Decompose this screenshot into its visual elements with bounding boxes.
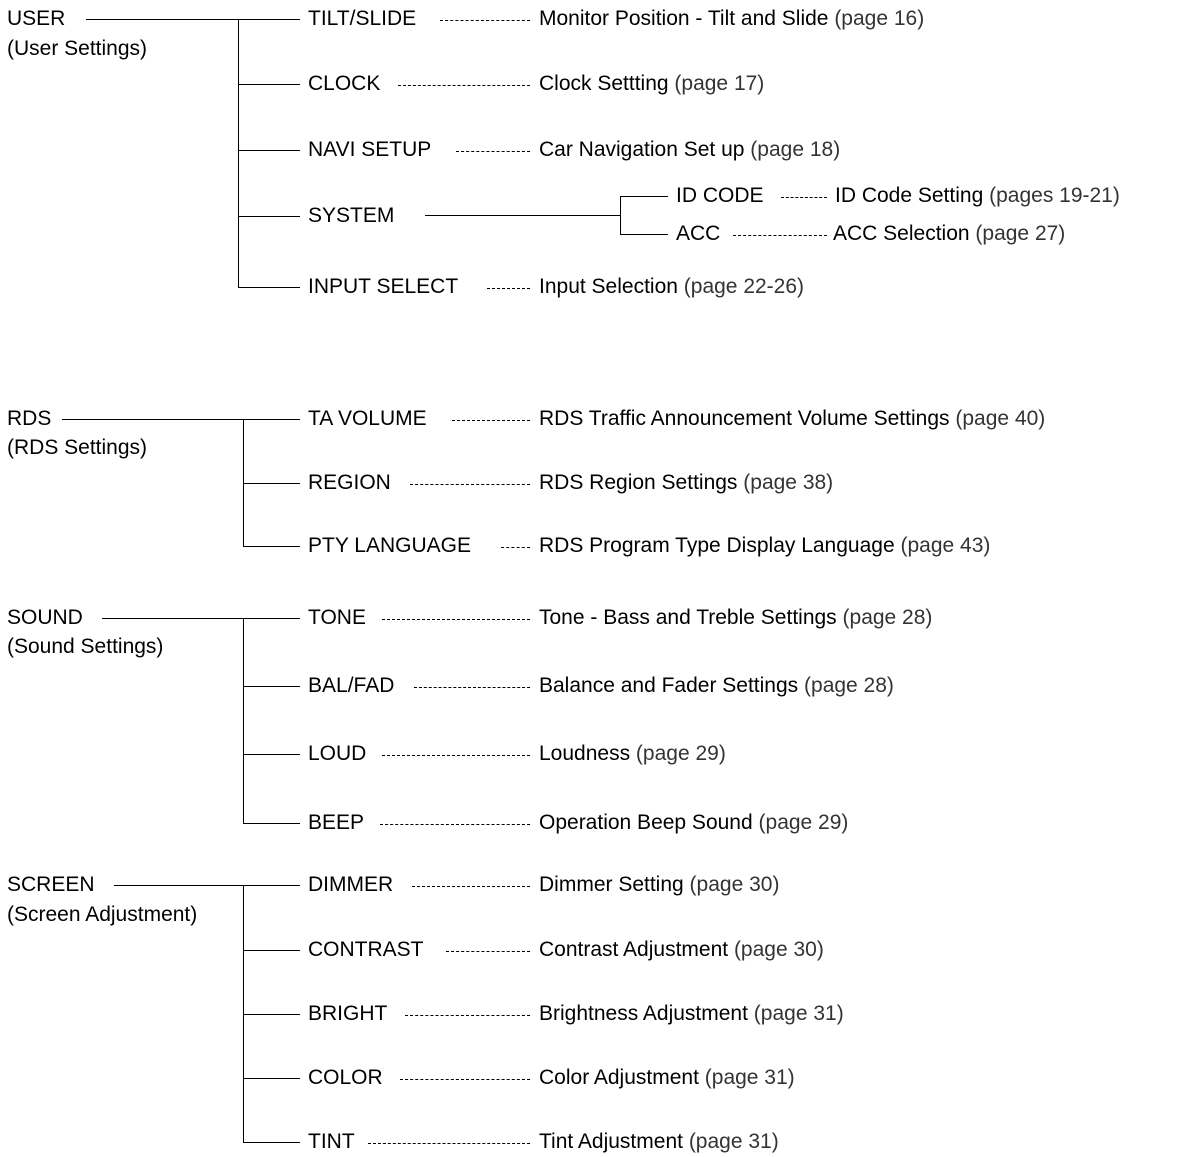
item-description: Tint Adjustment (page 31) bbox=[539, 1130, 779, 1153]
menu-item-dimmer: DIMMER bbox=[308, 873, 394, 896]
connector-line bbox=[243, 823, 300, 824]
item-description: Monitor Position - Tilt and Slide (page 16) bbox=[539, 7, 925, 30]
menu-item-navi-setup: NAVI SETUP bbox=[308, 138, 432, 161]
group-subtitle-user: (User Settings) bbox=[7, 37, 148, 60]
leader-dots bbox=[382, 619, 530, 620]
connector-line bbox=[243, 546, 300, 547]
connector-line bbox=[243, 754, 300, 755]
connector-line bbox=[62, 419, 244, 420]
connector-line bbox=[238, 150, 300, 151]
group-subtitle-screen: (Screen Adjustment) bbox=[7, 903, 198, 926]
connector-line bbox=[243, 885, 300, 886]
menu-item-bal-fad: BAL/FAD bbox=[308, 674, 395, 697]
leader-dots bbox=[501, 547, 530, 548]
menu-item-beep: BEEP bbox=[308, 811, 365, 834]
menu-item-id-code: ID CODE bbox=[676, 184, 764, 207]
menu-item-clock: CLOCK bbox=[308, 72, 381, 95]
leader-dots bbox=[368, 1143, 530, 1144]
leader-dots bbox=[398, 85, 530, 86]
menu-item-region: REGION bbox=[308, 471, 391, 494]
connector-line bbox=[238, 216, 300, 217]
leader-dots bbox=[487, 288, 530, 289]
menu-item-bright: BRIGHT bbox=[308, 1002, 388, 1025]
group-name-sound: SOUND bbox=[7, 606, 83, 629]
item-description: RDS Region Settings (page 38) bbox=[539, 471, 834, 494]
item-description: ACC Selection (page 27) bbox=[833, 222, 1066, 245]
connector-line bbox=[243, 483, 300, 484]
menu-item-tint: TINT bbox=[308, 1130, 355, 1153]
connector-line bbox=[243, 1014, 300, 1015]
menu-item-pty-language: PTY LANGUAGE bbox=[308, 534, 471, 557]
leader-dots bbox=[380, 824, 530, 825]
connector-line bbox=[620, 196, 668, 197]
item-description: RDS Traffic Announcement Volume Settings (page 40) bbox=[539, 407, 1046, 430]
item-description: Input Selection (page 22-26) bbox=[539, 275, 805, 298]
menu-item-tilt-slide: TILT/SLIDE bbox=[308, 7, 417, 30]
leader-dots bbox=[410, 484, 530, 485]
leader-dots bbox=[414, 687, 530, 688]
leader-dots bbox=[440, 20, 530, 21]
connector-line bbox=[243, 1142, 300, 1143]
leader-dots bbox=[781, 197, 827, 198]
menu-item-loud: LOUD bbox=[308, 742, 367, 765]
connector-line bbox=[114, 885, 244, 886]
item-description: Operation Beep Sound (page 29) bbox=[539, 811, 849, 834]
menu-item-tone: TONE bbox=[308, 606, 366, 629]
connector-line bbox=[238, 84, 300, 85]
branch-line bbox=[620, 196, 621, 234]
item-description: Clock Settting (page 17) bbox=[539, 72, 765, 95]
connector-line bbox=[243, 1078, 300, 1079]
item-description: RDS Program Type Display Language (page 43) bbox=[539, 534, 991, 557]
item-description: Balance and Fader Settings (page 28) bbox=[539, 674, 894, 697]
branch-line bbox=[243, 618, 244, 823]
menu-item-system: SYSTEM bbox=[308, 204, 395, 227]
connector-line bbox=[425, 215, 620, 216]
leader-dots bbox=[382, 755, 530, 756]
leader-dots bbox=[456, 151, 530, 152]
menu-item-contrast: CONTRAST bbox=[308, 938, 424, 961]
item-description: Contrast Adjustment (page 30) bbox=[539, 938, 824, 961]
item-description: Car Navigation Set up (page 18) bbox=[539, 138, 841, 161]
item-description: Dimmer Setting (page 30) bbox=[539, 873, 780, 896]
connector-line bbox=[102, 618, 244, 619]
item-description: Brightness Adjustment (page 31) bbox=[539, 1002, 844, 1025]
item-description: Tone - Bass and Treble Settings (page 28) bbox=[539, 606, 933, 629]
menu-item-acc: ACC bbox=[676, 222, 721, 245]
menu-item-input-select: INPUT SELECT bbox=[308, 275, 459, 298]
connector-line bbox=[243, 950, 300, 951]
group-name-user: USER bbox=[7, 7, 66, 30]
connector-line bbox=[620, 234, 668, 235]
menu-item-color: COLOR bbox=[308, 1066, 383, 1089]
group-name-rds: RDS bbox=[7, 407, 52, 430]
connector-line bbox=[243, 686, 300, 687]
item-description: Color Adjustment (page 31) bbox=[539, 1066, 795, 1089]
leader-dots bbox=[452, 420, 530, 421]
leader-dots bbox=[405, 1015, 530, 1016]
connector-line bbox=[243, 419, 300, 420]
leader-dots bbox=[400, 1079, 530, 1080]
branch-line bbox=[238, 19, 239, 287]
connector-line bbox=[238, 19, 300, 20]
group-name-screen: SCREEN bbox=[7, 873, 95, 896]
leader-dots bbox=[412, 886, 530, 887]
item-description: Loudness (page 29) bbox=[539, 742, 726, 765]
connector-line bbox=[238, 287, 300, 288]
connector-line bbox=[86, 19, 238, 20]
group-subtitle-rds: (RDS Settings) bbox=[7, 436, 148, 459]
group-subtitle-sound: (Sound Settings) bbox=[7, 635, 164, 658]
item-description: ID Code Setting (pages 19-21) bbox=[835, 184, 1120, 207]
leader-dots bbox=[446, 951, 530, 952]
connector-line bbox=[243, 618, 300, 619]
leader-dots bbox=[733, 235, 827, 236]
menu-item-ta-volume: TA VOLUME bbox=[308, 407, 427, 430]
